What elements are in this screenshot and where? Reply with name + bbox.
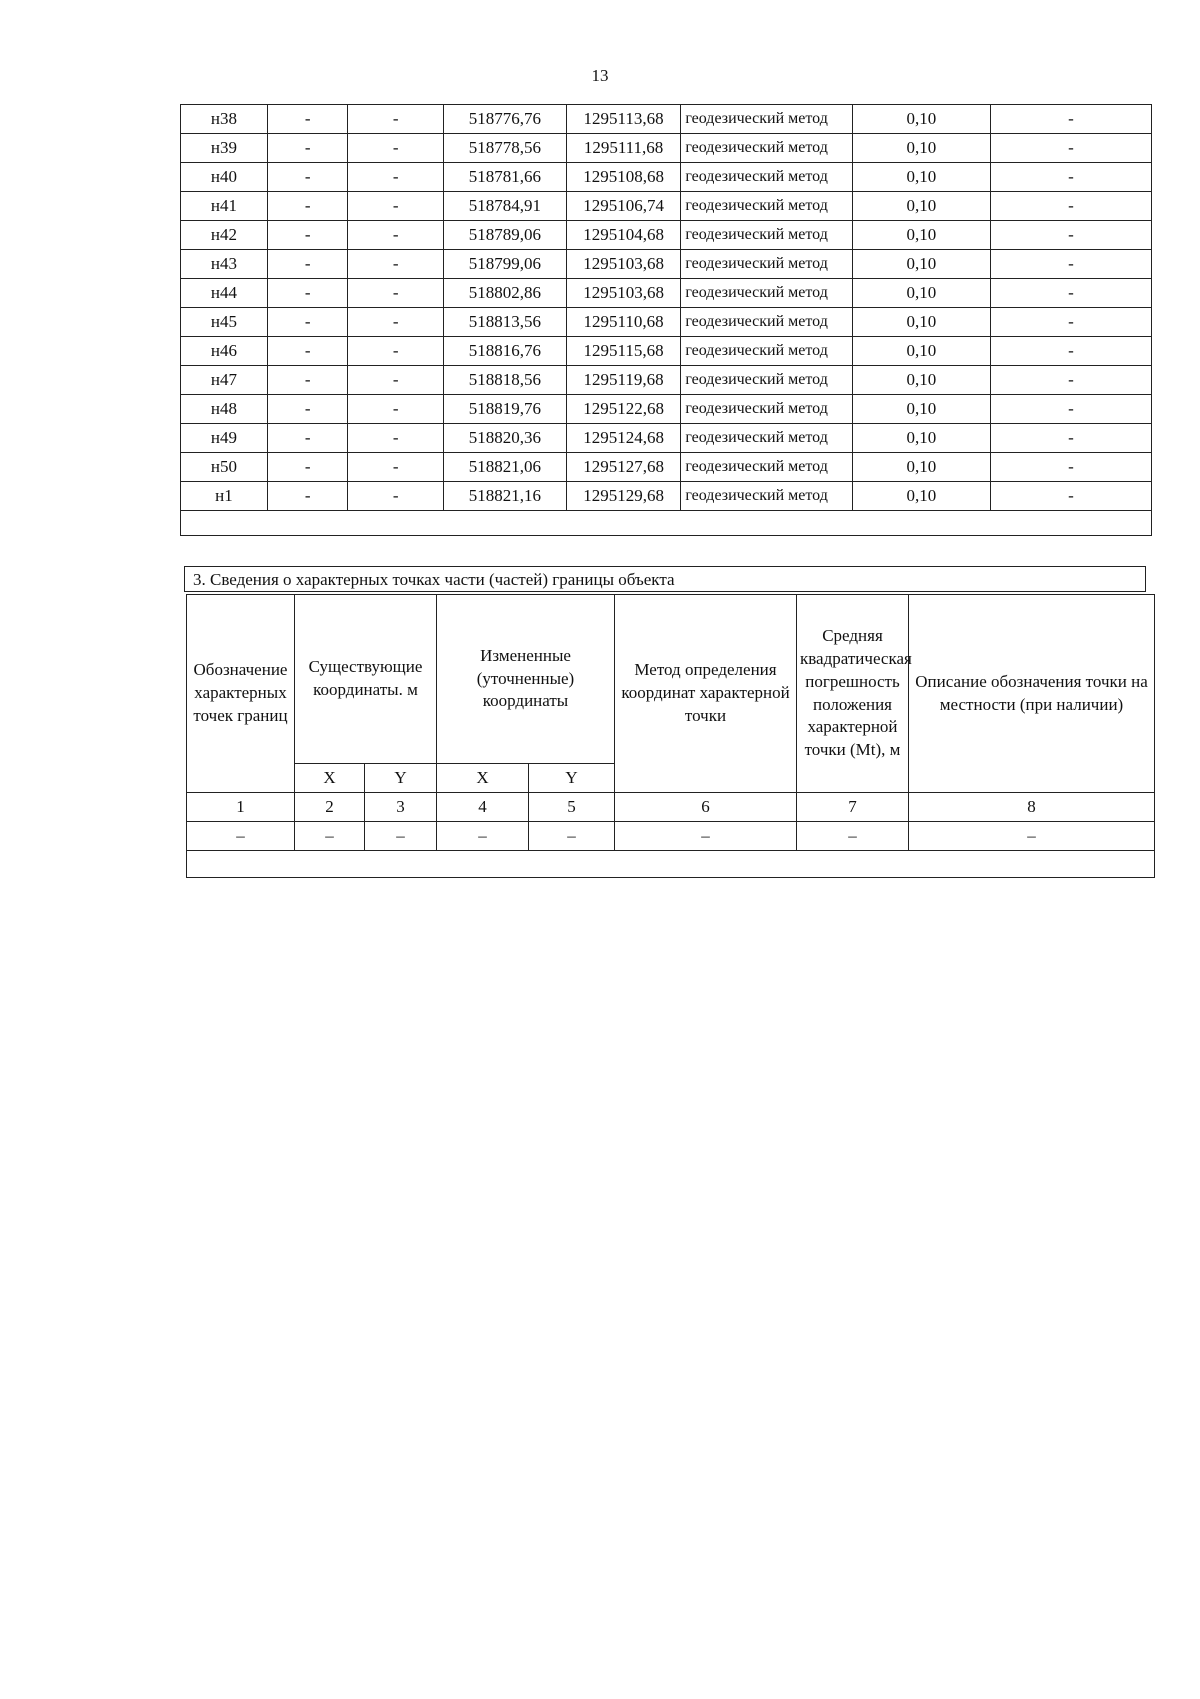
method: геодезический метод	[681, 453, 853, 482]
axis-y-existing: Y	[365, 764, 437, 793]
coord-x: 518819,76	[443, 395, 566, 424]
dash-cell: –	[187, 822, 295, 851]
coord-x: 518784,91	[443, 192, 566, 221]
mt-value: 0,10	[853, 279, 991, 308]
coord-y: 1295106,74	[566, 192, 680, 221]
existing-y: -	[348, 395, 443, 424]
column-number: 3	[365, 793, 437, 822]
table-row	[181, 337, 1152, 366]
existing-y: -	[348, 134, 443, 163]
description: -	[990, 308, 1151, 337]
description: -	[990, 424, 1151, 453]
existing-y: -	[348, 221, 443, 250]
coord-x: 518821,06	[443, 453, 566, 482]
existing-x: -	[267, 134, 348, 163]
dash-cell: –	[295, 822, 365, 851]
coord-x: 518789,06	[443, 221, 566, 250]
coord-y: 1295129,68	[566, 482, 680, 511]
method: геодезический метод	[681, 192, 853, 221]
existing-x: -	[267, 395, 348, 424]
point-name: н1	[181, 482, 268, 511]
existing-x: -	[267, 424, 348, 453]
description: -	[990, 134, 1151, 163]
method: геодезический метод	[681, 105, 853, 134]
point-name: н41	[181, 192, 268, 221]
coord-y: 1295113,68	[566, 105, 680, 134]
method: геодезический метод	[681, 134, 853, 163]
method: геодезический метод	[681, 279, 853, 308]
method: геодезический метод	[681, 424, 853, 453]
existing-y: -	[348, 279, 443, 308]
column-numbers-row	[187, 793, 1155, 822]
existing-y: -	[348, 105, 443, 134]
table-row	[181, 482, 1152, 511]
description: -	[990, 279, 1151, 308]
column-number: 5	[529, 793, 615, 822]
dash-cell: –	[909, 822, 1155, 851]
mt-value: 0,10	[853, 453, 991, 482]
coord-x: 518813,56	[443, 308, 566, 337]
header-method: Метод определения координат характерной точки	[615, 595, 797, 793]
coord-x: 518802,86	[443, 279, 566, 308]
table-row	[181, 163, 1152, 192]
coord-y: 1295103,68	[566, 250, 680, 279]
point-name: н46	[181, 337, 268, 366]
dash-cell: –	[365, 822, 437, 851]
existing-x: -	[267, 366, 348, 395]
column-number: 1	[187, 793, 295, 822]
point-name: н48	[181, 395, 268, 424]
existing-x: -	[267, 250, 348, 279]
header-description: Описание обозначения точки на местности (при наличии)	[909, 595, 1155, 793]
existing-y: -	[348, 337, 443, 366]
table-row	[181, 221, 1152, 250]
point-name: н43	[181, 250, 268, 279]
mt-value: 0,10	[853, 134, 991, 163]
table-row	[181, 105, 1152, 134]
axis-x-changed: X	[437, 764, 529, 793]
point-name: н39	[181, 134, 268, 163]
existing-x: -	[267, 105, 348, 134]
coord-x: 518816,76	[443, 337, 566, 366]
existing-y: -	[348, 453, 443, 482]
header-changed-coords: Измененные (уточненные) координаты	[437, 595, 615, 764]
column-number: 7	[797, 793, 909, 822]
coord-y: 1295111,68	[566, 134, 680, 163]
existing-y: -	[348, 366, 443, 395]
coord-y: 1295115,68	[566, 337, 680, 366]
description: -	[990, 105, 1151, 134]
axis-y-changed: Y	[529, 764, 615, 793]
existing-x: -	[267, 482, 348, 511]
description: -	[990, 163, 1151, 192]
mt-value: 0,10	[853, 395, 991, 424]
method: геодезический метод	[681, 395, 853, 424]
header-row	[187, 595, 1155, 764]
part-points-table	[186, 594, 1155, 878]
existing-y: -	[348, 163, 443, 192]
column-number: 6	[615, 793, 797, 822]
point-name: н47	[181, 366, 268, 395]
table-row	[181, 395, 1152, 424]
column-number: 8	[909, 793, 1155, 822]
coord-x: 518818,56	[443, 366, 566, 395]
existing-x: -	[267, 453, 348, 482]
mt-value: 0,10	[853, 366, 991, 395]
mt-value: 0,10	[853, 221, 991, 250]
mt-value: 0,10	[853, 192, 991, 221]
method: геодезический метод	[681, 482, 853, 511]
mt-value: 0,10	[853, 250, 991, 279]
dash-cell: –	[797, 822, 909, 851]
dash-cell: –	[615, 822, 797, 851]
mt-value: 0,10	[853, 482, 991, 511]
coord-x: 518778,56	[443, 134, 566, 163]
page-number: 13	[591, 66, 609, 85]
header-designation: Обозначение характерных точек границ	[187, 595, 295, 793]
point-name: н45	[181, 308, 268, 337]
existing-x: -	[267, 337, 348, 366]
coord-y: 1295104,68	[566, 221, 680, 250]
coord-y: 1295108,68	[566, 163, 680, 192]
mt-value: 0,10	[853, 337, 991, 366]
coord-x: 518821,16	[443, 482, 566, 511]
existing-x: -	[267, 192, 348, 221]
description: -	[990, 395, 1151, 424]
dash-row	[187, 822, 1155, 851]
table-row	[181, 250, 1152, 279]
section-3-title: 3. Сведения о характерных точках части (частей) границы объекта	[184, 566, 1146, 592]
existing-x: -	[267, 163, 348, 192]
coord-y: 1295124,68	[566, 424, 680, 453]
description: -	[990, 192, 1151, 221]
mt-value: 0,10	[853, 105, 991, 134]
coord-x: 518776,76	[443, 105, 566, 134]
method: геодезический метод	[681, 163, 853, 192]
mt-value: 0,10	[853, 424, 991, 453]
column-number: 2	[295, 793, 365, 822]
header-existing-coords: Существующие координаты. м	[295, 595, 437, 764]
dash-cell: –	[437, 822, 529, 851]
point-name: н38	[181, 105, 268, 134]
table-row	[181, 424, 1152, 453]
description: -	[990, 250, 1151, 279]
description: -	[990, 453, 1151, 482]
points-table-empty-row	[181, 511, 1152, 536]
method: геодезический метод	[681, 221, 853, 250]
coord-x: 518820,36	[443, 424, 566, 453]
existing-y: -	[348, 482, 443, 511]
existing-x: -	[267, 279, 348, 308]
coord-x: 518799,06	[443, 250, 566, 279]
description: -	[990, 337, 1151, 366]
table-row	[181, 279, 1152, 308]
table-row	[181, 192, 1152, 221]
mt-value: 0,10	[853, 163, 991, 192]
coord-x: 518781,66	[443, 163, 566, 192]
coord-y: 1295122,68	[566, 395, 680, 424]
description: -	[990, 366, 1151, 395]
coord-y: 1295119,68	[566, 366, 680, 395]
part-points-empty-row	[187, 851, 1155, 878]
method: геодезический метод	[681, 366, 853, 395]
axis-x-existing: X	[295, 764, 365, 793]
method: геодезический метод	[681, 337, 853, 366]
description: -	[990, 482, 1151, 511]
existing-y: -	[348, 250, 443, 279]
existing-y: -	[348, 192, 443, 221]
coord-y: 1295103,68	[566, 279, 680, 308]
point-name: н50	[181, 453, 268, 482]
table-row	[181, 453, 1152, 482]
coord-y: 1295110,68	[566, 308, 680, 337]
method: геодезический метод	[681, 250, 853, 279]
description: -	[990, 221, 1151, 250]
point-name: н44	[181, 279, 268, 308]
table-row	[181, 134, 1152, 163]
method: геодезический метод	[681, 308, 853, 337]
point-name: н40	[181, 163, 268, 192]
existing-y: -	[348, 308, 443, 337]
table-row	[181, 366, 1152, 395]
existing-y: -	[348, 424, 443, 453]
points-table	[180, 104, 1152, 536]
mt-value: 0,10	[853, 308, 991, 337]
existing-x: -	[267, 221, 348, 250]
dash-cell: –	[529, 822, 615, 851]
point-name: н49	[181, 424, 268, 453]
table-row	[181, 308, 1152, 337]
column-number: 4	[437, 793, 529, 822]
coord-y: 1295127,68	[566, 453, 680, 482]
header-mt: Средняя квадратическая погрешность положения характерной точки (Mt), м	[797, 595, 909, 793]
existing-x: -	[267, 308, 348, 337]
point-name: н42	[181, 221, 268, 250]
